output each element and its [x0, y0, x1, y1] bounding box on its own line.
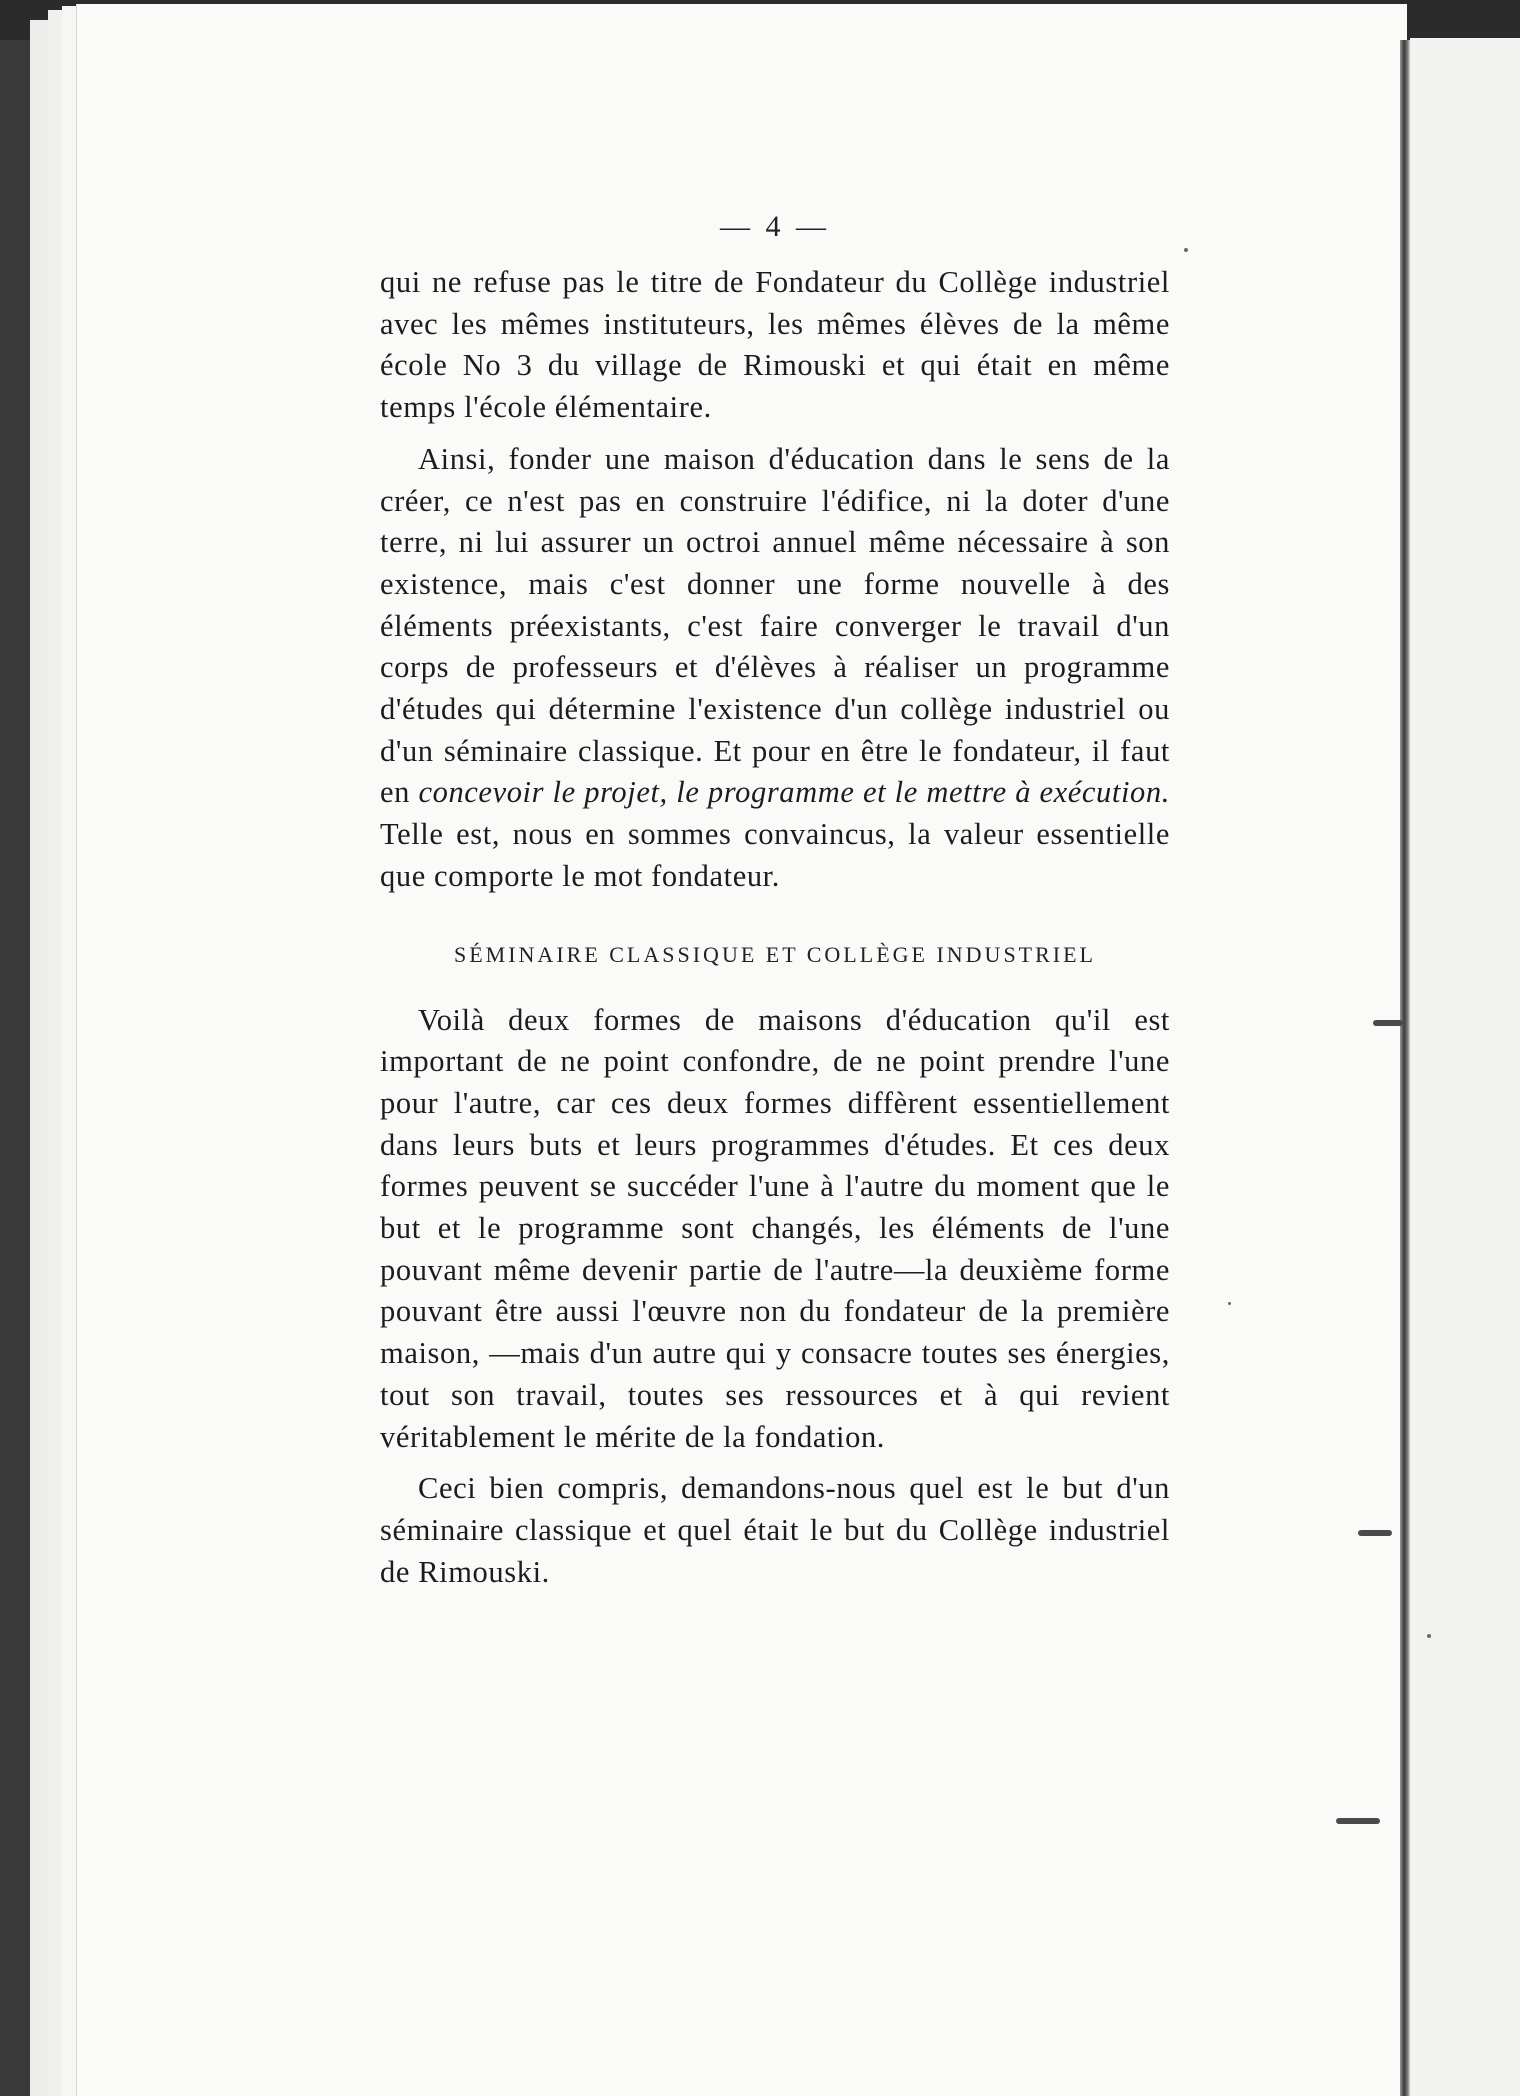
next-page-edge — [1410, 38, 1520, 2096]
paragraph: Ceci bien compris, demandons-nous quel est le but d'un séminaire classique et quel était le but du Collège industriel de Rimouski. — [380, 1471, 1170, 1589]
section-heading: SÉMINAIRE CLASSIQUE ET COLLÈGE INDUSTRIEL — [453, 941, 1096, 967]
scan-speck — [1427, 1634, 1431, 1638]
binding-mark — [1373, 1020, 1403, 1026]
paragraph-text: Telle est, nous en sommes convaincus, la valeur essentielle que comporte le mot fondateur. — [380, 817, 1170, 893]
paragraph: Voilà deux formes de maisons d'éducation qu'il est important de ne point confondre, de ne point prendre l'une pour l'autre, car ces deux formes diffèrent essentiellement dans leurs buts et leurs programmes d'études. Et ces deux formes peuvent se succéder l'une à l'autre du moment que le but et le programme sont changés, les éléments de l'une pouvant même devenir partie de l'autre—la deuxième forme pouvant être aussi l'œuvre non du fondateur de la première maison, —mais d'un autre qui y consacre toutes ses énergies, tout son travail, toutes ses ressources et à qui revient véritablement le mérite de la fondation. — [380, 1002, 1170, 1454]
binding-mark — [1336, 1818, 1380, 1824]
scan-speck — [1228, 1302, 1231, 1305]
paragraph-text: Ainsi, fonder une maison d'éducation dans le sens de la créer, ce n'est pas en construire l'édifice, ni la doter d'une terre, ni lui assurer un octroi annuel même nécessaire à son existence, mais c'est donner une forme nouvelle à des éléments préexistants, c'est faire converger le travail d'un corps de professeurs et d'élèves à réaliser un programme d'études qui détermine l'existence d'un collège industriel ou d'un séminaire classique. Et pour en être le fondateur, il faut en — [380, 441, 1170, 810]
page-text-block — [380, 200, 1170, 1593]
paragraph — [380, 439, 1170, 898]
book-binding — [1400, 40, 1410, 2096]
binding-mark — [1358, 1530, 1392, 1536]
scan-speck — [1184, 248, 1188, 252]
italic-phrase: concevoir le projet, le programme et le mettre à exécution. — [418, 775, 1170, 810]
page-number: — 4 — — [720, 210, 830, 243]
paragraph: qui ne refuse pas le titre de Fondateur du Collège industriel avec les mêmes instituteurs, les mêmes élèves de la même école No 3 du village de Rimouski et qui était en même temps l'école élémentaire. — [380, 265, 1170, 425]
